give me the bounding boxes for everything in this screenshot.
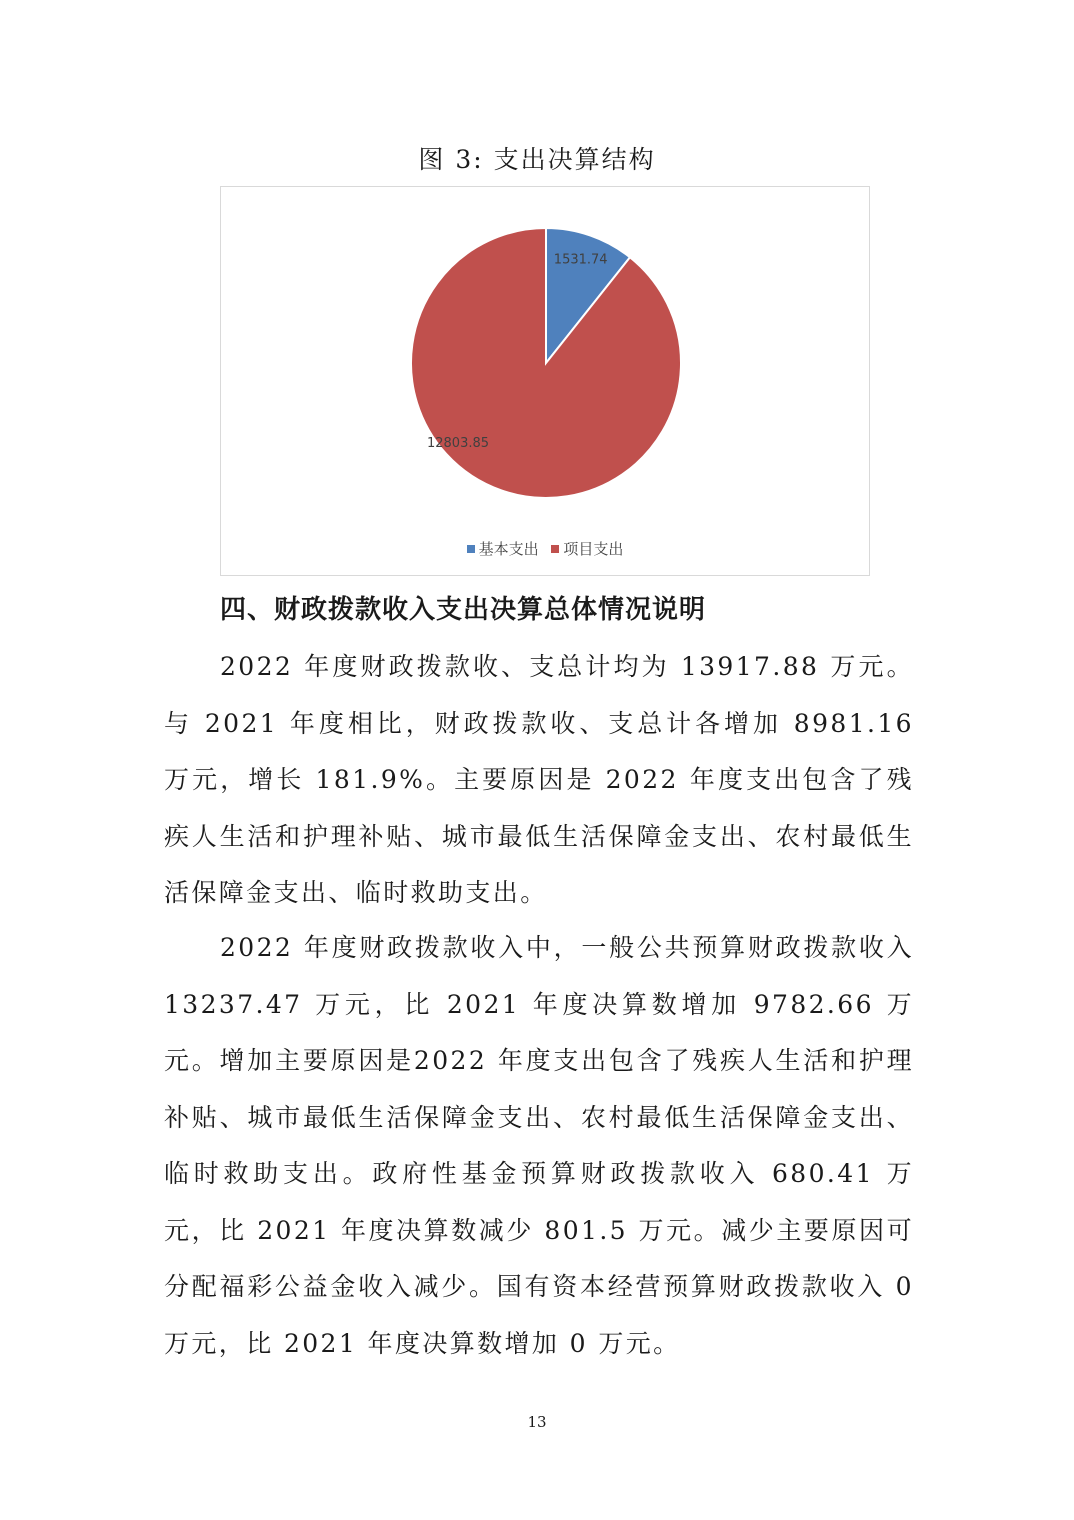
- page-number: 13: [527, 1413, 547, 1431]
- paragraph-1: 2022 年度财政拨款收、支总计均为 13917.88 万元。与 2021 年度相比，财政拨款收、支总计各增加 8981.16 万元，增长 181.9%。主要原因是 2022 年度支出包含了残疾人生活和护理补贴、城市最低生活保障金支出、农村最低生活保障金支出、临时救助支出。: [164, 652, 914, 907]
- legend-label-project: 项目支出: [563, 540, 624, 558]
- legend-swatch-project: [551, 545, 559, 553]
- pie-chart: [220, 186, 870, 576]
- legend-item-basic: [467, 539, 539, 559]
- figure-caption: 图 3: 支出决算结构: [418, 145, 656, 174]
- chart-legend: [221, 539, 869, 559]
- legend-label-basic: 基本支出: [478, 540, 539, 558]
- pie-chart-canvas: [221, 187, 869, 575]
- pie-slice-project: [411, 228, 681, 498]
- section-heading: 四、财政拨款收入支出决算总体情况说明: [220, 595, 707, 625]
- data-label-basic: 1531.74: [553, 252, 608, 268]
- legend-item-project: [551, 539, 623, 559]
- legend-swatch-basic: [467, 545, 475, 553]
- paragraph-2: 2022 年度财政拨款收入中，一般公共预算财政拨款收入 13237.47 万元，比 2021 年度决算数增加 9782.66 万元。增加主要原因是2022 年度支出包含了残疾人生活和护理补贴、城市最低生活保障金支出、农村最低生活保障金支出、临时救助支出。政府性基金预算财政拨款收入 680.41 万元，比 2021 年度决算数减少 801.5 万元。减少主要原因可分配福彩公益金收入减少。国有资本经营预算财政拨款收入 0 万元，比 2021 年度决算数增加 0 万元。: [164, 933, 914, 1358]
- data-label-project: 12803.85: [426, 436, 490, 451]
